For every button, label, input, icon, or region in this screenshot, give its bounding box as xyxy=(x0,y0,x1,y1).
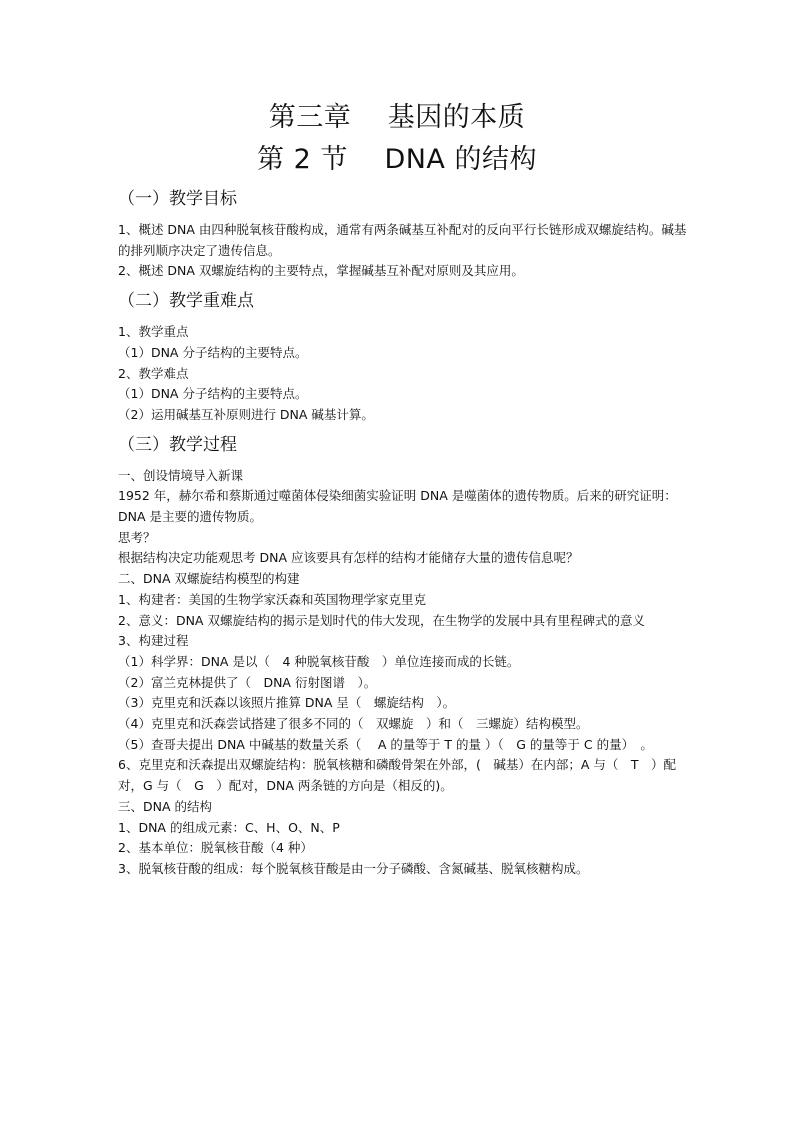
difficulty-1: （1）DNA 分子结构的主要特点。 xyxy=(118,386,308,402)
process-line: 三、DNA 的结构 xyxy=(118,798,213,814)
process-line: 2、基本单位：脱氧核苷酸（4 种） xyxy=(118,840,313,856)
process-line: 二、DNA 双螺旋结构模型的构建 xyxy=(118,571,300,587)
process-line: 1、构建者：美国的生物学家沃森和英国物理学家克里克 xyxy=(118,591,426,607)
goal-1: 1、概述 DNA 由四种脱氧核苷酸构成，通常有两条碱基互补配对的反向平行长链形成双螺旋结构。碱基的排列顺序决定了遗传信息。 xyxy=(118,222,687,258)
process-line: 3、构建过程 xyxy=(118,633,189,649)
process-line: （4）克里克和沃森尝试搭建了很多不同的（ 双螺旋 ）和（ 三螺旋）结构模型。 xyxy=(118,716,589,732)
process-line: （1）科学界：DNA 是以（ 4 种脱氧核苷酸 ）单位连接而成的长链。 xyxy=(118,653,520,669)
goal-2: 2、概述 DNA 双螺旋结构的主要特点，掌握碱基互补配对原则及其应用。 xyxy=(118,263,524,279)
section-title: 第 2 节 DNA 的结构 xyxy=(257,144,537,175)
process-line: （3）克里克和沃森以该照片推算 DNA 呈（ 螺旋结构 ）。 xyxy=(118,695,456,711)
process-line: 1、DNA 的组成元素：C、H、O、N、P xyxy=(118,819,340,835)
heading-teaching-goals: （一）教学目标 xyxy=(118,189,237,209)
heading-teaching-process: （三）教学过程 xyxy=(118,434,237,455)
process-line: 3、脱氧核苷酸的组成：每个脱氧核苷酸是由一分子磷酸、含氮碱基、脱氧核糖构成。 xyxy=(118,860,589,876)
key-point-label: 1、教学重点 xyxy=(118,324,189,340)
process-line: 思考？ xyxy=(118,529,156,545)
process-line: 根据结构决定功能观思考 DNA 应该要具有怎样的结构才能储存大量的遗传信息呢？ xyxy=(118,550,579,566)
process-line: 一、创设情境导入新课 xyxy=(118,467,244,483)
process-line: 1952 年，赫尔希和蔡斯通过噬菌体侵染细菌实验证明 DNA 是噬菌体的遗传物质。后来的研究证明：DNA 是主要的遗传物质。 xyxy=(118,488,677,525)
process-line: 2、意义：DNA 双螺旋结构的揭示是划时代的伟大发现，在生物学的发展中具有里程碑式的意义 xyxy=(118,612,645,628)
chapter-title: 第三章 基因的本质 xyxy=(268,102,526,133)
difficulty-2: （2）运用碱基互补原则进行 DNA 碱基计算。 xyxy=(118,406,374,422)
document-body xyxy=(118,186,688,880)
difficulty-label: 2、教学难点 xyxy=(118,365,189,381)
process-line: 6、克里克和沃森提出双螺旋结构：脱氧核糖和磷酸骨架在外部，( 碱基）在内部；A 与（ T ）配对，G 与（ G ）配对，DNA 两条链的方向是（相反的)。 xyxy=(118,757,676,794)
key-point-1: （1）DNA 分子结构的主要特点。 xyxy=(118,344,308,360)
heading-key-points: （二）教学重难点 xyxy=(118,291,254,312)
process-line: （5）查哥夫提出 DNA 中碱基的数量关系（ A 的量等于 T 的量 ）（ G 的量等于 C 的量） 。 xyxy=(118,736,653,752)
process-line: （2）富兰克林提供了（ DNA 衍射图谱 ）。 xyxy=(118,674,377,690)
